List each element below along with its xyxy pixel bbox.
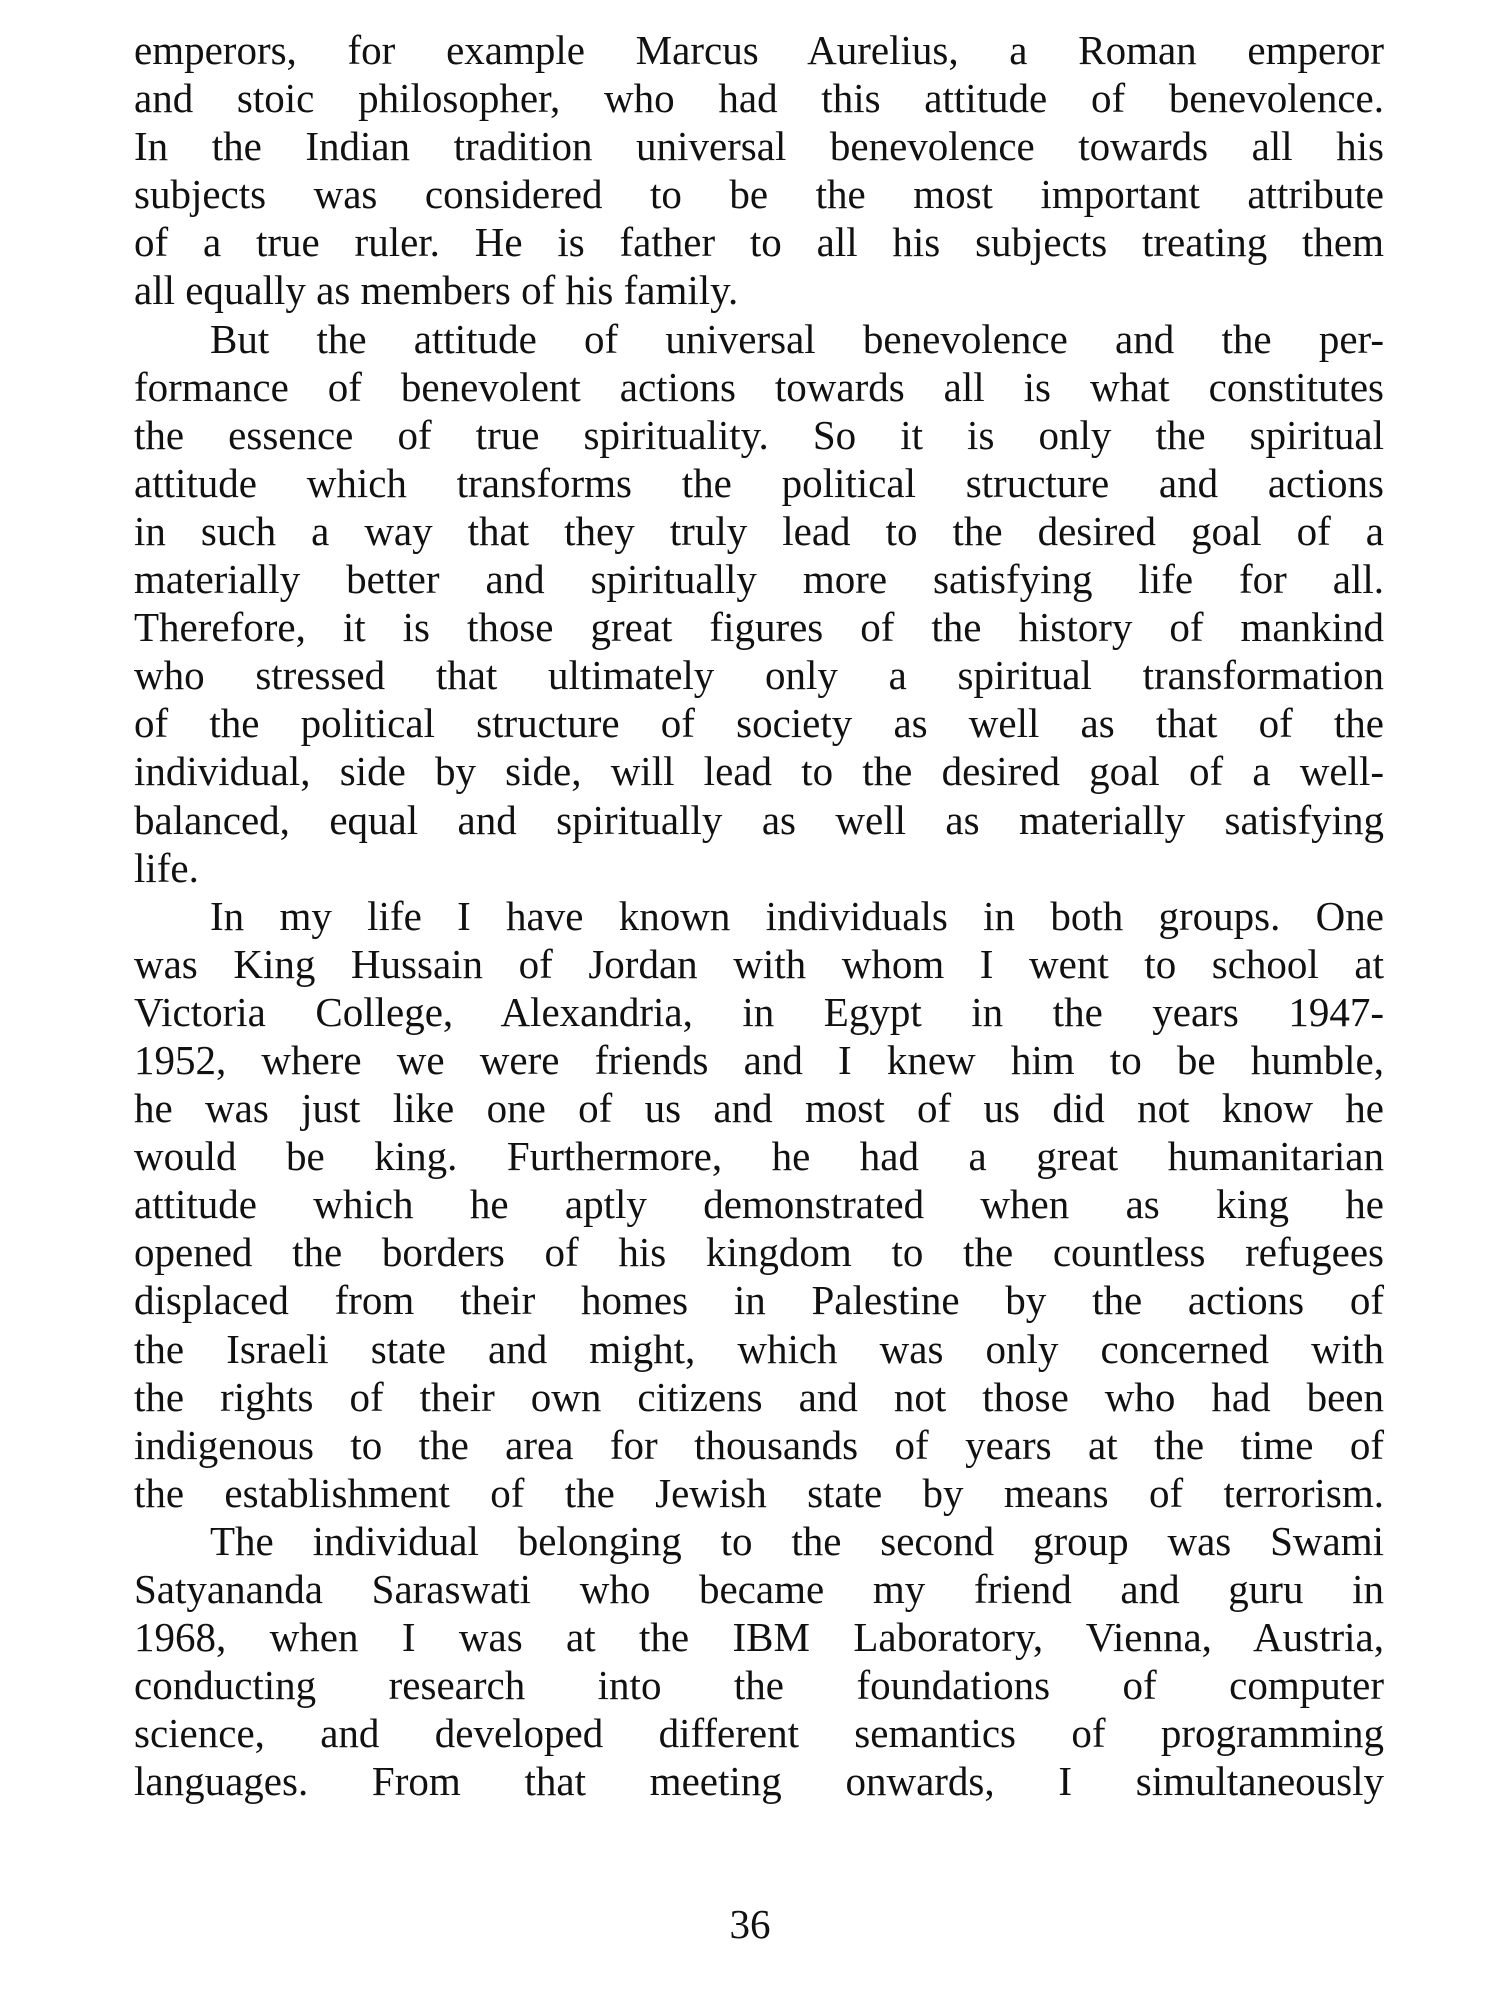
paragraph <box>134 1517 1384 1806</box>
text-line: materially better and spiritually more satisfying life for all. <box>134 556 1384 603</box>
text-line: of a true ruler. He is father to all his subjects treating them <box>134 219 1384 266</box>
text-line: But the attitude of universal benevolence and the per- <box>210 315 1384 362</box>
text-line: would be king. Furthermore, he had a great humanitarian <box>134 1133 1384 1180</box>
text-line: who stressed that ultimately only a spiritual transformation <box>134 652 1384 699</box>
text-line: conducting research into the foundations of computer <box>134 1662 1384 1709</box>
text-line: the essence of true spirituality. So it is only the spiritual <box>134 411 1384 458</box>
text-line: languages. From that meeting onwards, I simultaneously <box>134 1758 1384 1805</box>
text-line: displaced from their homes in Palestine by the actions of <box>134 1277 1384 1324</box>
text-line: life. <box>134 844 199 891</box>
paragraph <box>134 892 1384 1517</box>
text-line: 1968, when I was at the IBM Laboratory, Vienna, Austria, <box>134 1614 1384 1661</box>
text-line: balanced, equal and spiritually as well as materially satisfying <box>134 796 1384 843</box>
text-line: was King Hussain of Jordan with whom I went to school at <box>134 940 1384 987</box>
text-line: In the Indian tradition universal benevolence towards all his <box>134 123 1384 170</box>
page-number: 36 <box>729 1901 771 1947</box>
text-line: science, and developed different semantics of programming <box>134 1710 1384 1757</box>
text-line: all equally as members of his family. <box>134 267 739 314</box>
text-line: he was just like one of us and most of us did not know he <box>134 1085 1384 1132</box>
text-line: The individual belonging to the second group was Swami <box>210 1517 1384 1564</box>
text-line: Satyananda Saraswati who became my friend and guru in <box>134 1566 1384 1612</box>
text-line: formance of benevolent actions towards all is what constitutes <box>134 363 1384 410</box>
text-line: and stoic philosopher, who had this attitude of benevolence. <box>134 75 1384 122</box>
paragraph <box>134 26 1384 315</box>
text-line: indigenous to the area for thousands of years at the time of <box>134 1421 1384 1468</box>
text-line: the Israeli state and might, which was only concerned with <box>134 1325 1384 1372</box>
text-line: attitude which transforms the political structure and actions <box>134 459 1384 506</box>
text-line: emperors, for example Marcus Aurelius, a Roman emperor <box>134 27 1384 73</box>
text-line: In my life I have known individuals in both groups. One <box>210 892 1384 939</box>
text-line: subjects was considered to be the most important attribute <box>134 171 1384 218</box>
body-text <box>134 26 1384 1805</box>
paragraph <box>134 315 1384 892</box>
text-line: attitude which he aptly demonstrated when as king he <box>134 1181 1384 1228</box>
text-line: individual, side by side, will lead to the desired goal of a well- <box>134 748 1384 795</box>
text-line: the establishment of the Jewish state by means of terrorism. <box>134 1469 1384 1516</box>
text-line: Victoria College, Alexandria, in Egypt in the years 1947- <box>134 988 1384 1035</box>
text-line: in such a way that they truly lead to the desired goal of a <box>134 507 1384 554</box>
text-line: 1952, where we were friends and I knew him to be humble, <box>134 1036 1384 1083</box>
text-line: opened the borders of his kingdom to the countless refugees <box>134 1229 1384 1276</box>
text-line: of the political structure of society as well as that of the <box>134 700 1384 747</box>
text-line: the rights of their own citizens and not those who had been <box>134 1373 1384 1420</box>
text-line: Therefore, it is those great figures of the history of mankind <box>134 604 1384 651</box>
